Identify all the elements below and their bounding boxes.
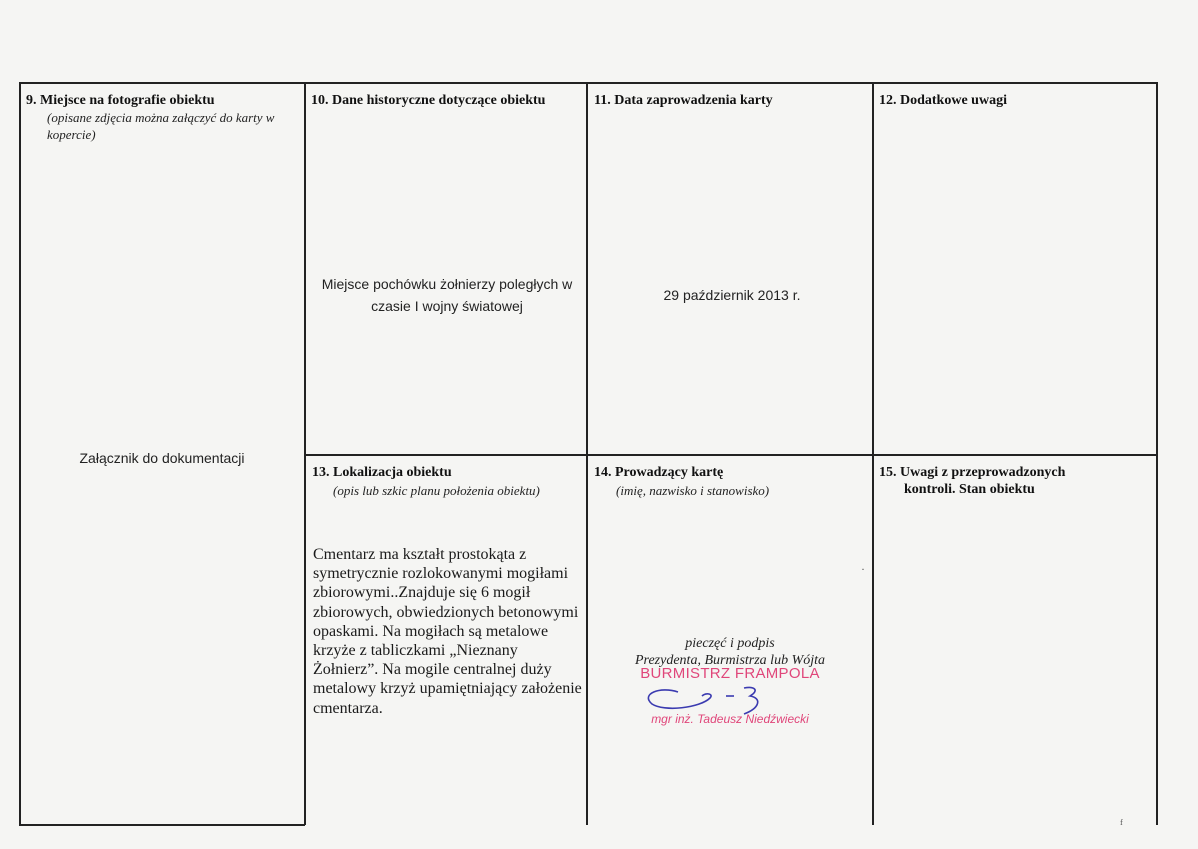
col-divider-3	[872, 82, 874, 825]
cell-11-title: 11. Data zaprowadzenia karty	[594, 93, 773, 108]
cell-10-content: Miejsce pochówku żołnierzy poległych w czasie I wojny światowej	[321, 276, 573, 314]
table-left-border	[19, 82, 21, 825]
scan-artifact: ᶠ	[1120, 818, 1123, 833]
cell-12-title: 12. Dodatkowe uwagi	[879, 93, 1007, 108]
cell-11-content: 29 październik 2013 r.	[663, 287, 801, 303]
table-top-border	[19, 82, 1157, 84]
cell-9-title: 9. Miejsce na fotografie obiektu	[26, 93, 215, 108]
cell-10-title: 10. Dane historyczne dotyczące obiektu	[311, 93, 546, 108]
cell-13-subtitle: (opis lub szkic planu położenia obiektu)	[333, 483, 540, 498]
col-divider-1	[304, 82, 306, 825]
cell-14-subtitle: (imię, nazwisko i stanowisko)	[616, 483, 770, 498]
cell-13-content: Cmentarz ma kształt prostokąta z symetrycznie rozlokowanymi mogiłami zbiorowymi..Znajduje się 6 mogił zbiorowych, obwiedzionych betonowymi opaskami. Na mogiłach są metalowe krzyże z tabliczkami „Nieznany Żołnierz”. Na mogile centralnej duży metalowy krzyż upamiętniający założenie cmentarza.	[313, 546, 582, 717]
signature-caption-line-1: pieczęć i podpis	[685, 636, 775, 651]
row-divider	[304, 454, 1157, 456]
paper-speck: ·	[861, 562, 865, 576]
cell-9-subtitle: (opisane zdjęcia można załączyć do karty w kopercie)	[47, 110, 275, 142]
cell-15-title-line-2: kontroli. Stan obiektu	[904, 482, 1035, 497]
cell-13-title: 13. Lokalizacja obiektu	[312, 465, 452, 480]
cell-14-title: 14. Prowadzący kartę	[594, 465, 724, 480]
cell-15-title-line-1: 15. Uwagi z przeprowadzonych	[879, 465, 1066, 480]
signature-caption-line-2: Prezydenta, Burmistrza lub Wójta	[634, 653, 826, 668]
cell-9-content: Załącznik do dokumentacji	[79, 450, 245, 466]
official-stamp-name: mgr inż. Tadeusz Niedźwiecki	[651, 712, 809, 726]
table-bottom-border	[19, 824, 305, 826]
official-stamp-title: BURMISTRZ FRAMPOLA	[640, 665, 820, 682]
table-right-border	[1156, 82, 1158, 825]
